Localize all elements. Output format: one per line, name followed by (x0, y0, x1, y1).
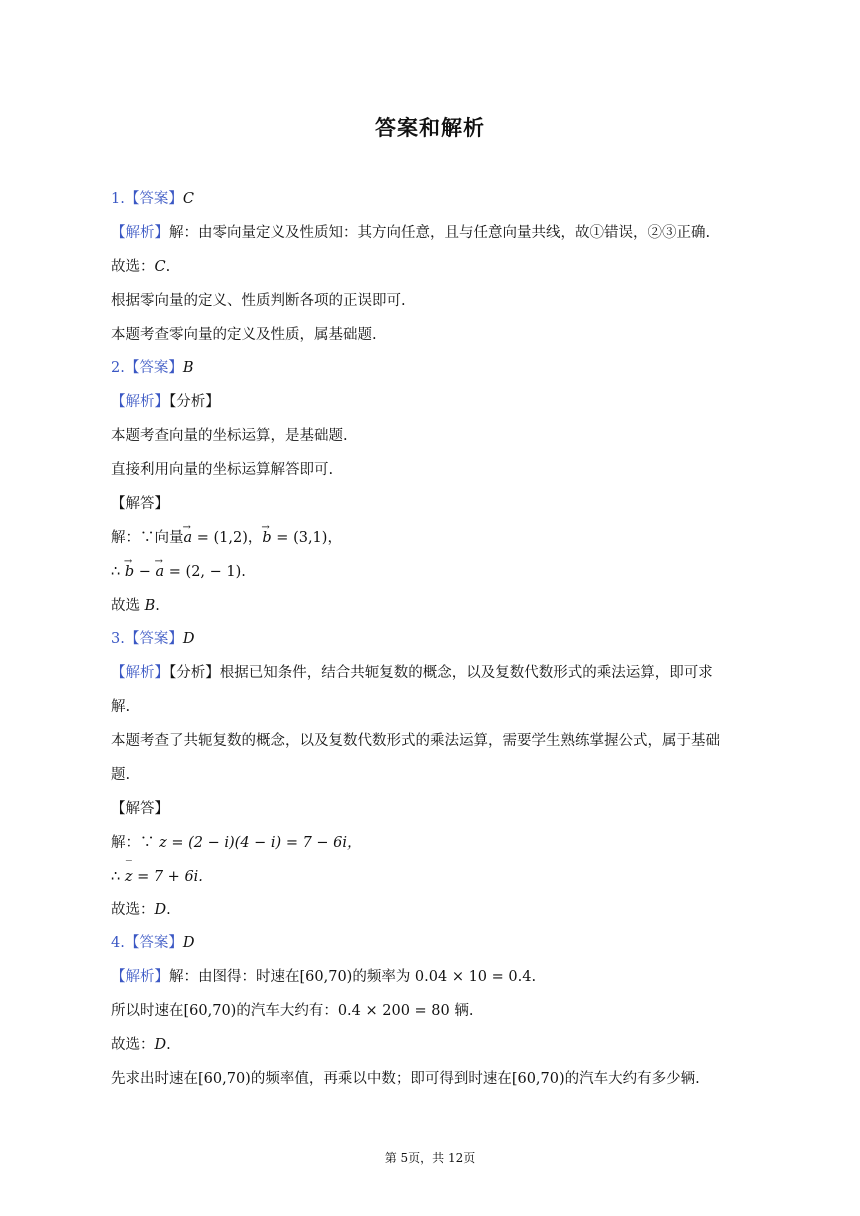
page-title: 答案和解析 (375, 116, 485, 140)
q2-explain-tag: 【解析】 (111, 394, 169, 410)
q3-analysis-cont: 解. (111, 699, 131, 715)
q3-choice-answer: D (154, 902, 167, 918)
q1-choice-answer: C (154, 259, 166, 275)
vector-a: → a (184, 528, 193, 548)
q4-explain-tag: 【解析】 (111, 969, 169, 985)
conjugate-z: ‾ z (125, 867, 133, 887)
vector-b: → b (262, 528, 271, 548)
q3-solution-tag: 【解答】 (111, 801, 169, 817)
minus-sign: − (134, 564, 156, 580)
q1-comment-line: 本题考查零向量的定义及性质，属基础题. (111, 327, 377, 343)
q4-choice-suffix: . (166, 1037, 171, 1053)
q2-choice-line (111, 596, 160, 616)
q1-explain-tag: 【解析】 (111, 225, 169, 241)
vector-b-value: = (3,1)， (271, 530, 342, 546)
q3-analysis-text: 根据已知条件，结合共轭复数的概念，以及复数代数形式的乘法运算，即可求 (219, 665, 713, 681)
q1-choice-prefix: 故选： (111, 259, 155, 275)
therefore-symbol: ∴ (111, 564, 125, 580)
q2-answer-line (111, 358, 194, 378)
q2-choice-answer: B (144, 598, 156, 614)
q2-explain-line (111, 392, 220, 412)
q3-choice-prefix: 故选： (111, 902, 155, 918)
q4-choice-line (111, 1035, 171, 1055)
conjugate-value: = 7 + 6i. (132, 869, 203, 885)
q2-solution-line2 (111, 562, 246, 582)
q3-analysis-tag: 【分析】 (169, 665, 220, 681)
q1-method-line: 根据零向量的定义、性质判断各项的正误即可. (111, 293, 406, 309)
vector-b: → b (125, 562, 134, 582)
q3-solution-line2 (111, 867, 203, 887)
z-expression: z = (2 − i)(4 − i) = 7 − 6i， (159, 835, 362, 851)
q3-comment-cont: 题. (111, 767, 131, 783)
therefore-symbol: ∴ (111, 869, 125, 885)
q2-solution-tag: 【解答】 (111, 496, 169, 512)
q4-explain-text: 解：由图得：时速在[60,70)的频率为 0.04 × 10 = 0.4. (169, 969, 537, 985)
q1-explain-text: 解：由零向量定义及性质知：其方向任意，且与任意向量共线，故①错误，②③正确. (169, 225, 711, 241)
q2-answer: B (182, 360, 194, 376)
q4-count-line: 所以时速在[60,70)的汽车大约有：0.4 × 200 = 80 辆. (111, 1003, 474, 1019)
q3-comment-line: 本题考查了共轭复数的概念，以及复数代数形式的乘法运算，需要学生熟练掌握公式，属于基础 (111, 733, 720, 749)
vector-a-value: = (1,2)， (192, 530, 263, 546)
q3-explain-line (111, 663, 713, 683)
q1-choice-suffix: . (165, 259, 171, 275)
q2-number: 2. (111, 360, 125, 376)
q3-answer-tag: 【答案】 (124, 631, 183, 647)
q4-answer-tag: 【答案】 (124, 935, 183, 951)
q3-answer-line (111, 629, 194, 649)
q3-answer: D (182, 631, 195, 647)
q4-answer-line (111, 933, 194, 953)
page-footer: 第 5页，共 12页 (384, 1151, 476, 1165)
q4-explain-line (111, 967, 536, 987)
q2-analysis-line2: 直接利用向量的坐标运算解答即可. (111, 462, 334, 478)
q3-solution-line1 (111, 833, 362, 853)
q1-number: 1. (111, 191, 125, 207)
q2-analysis-tag: 【分析】 (169, 394, 220, 410)
q1-answer-tag: 【答案】 (124, 191, 183, 207)
q4-choice-answer: D (154, 1037, 167, 1053)
q3-choice-line (111, 900, 171, 920)
q1-answer: C (182, 191, 194, 207)
because-symbol: 解：∵ (111, 835, 160, 851)
q1-explain-line (111, 223, 710, 243)
q2-answer-tag: 【答案】 (124, 360, 183, 376)
q2-solution-line1 (111, 528, 342, 548)
q2-analysis-line1: 本题考查向量的坐标运算，是基础题. (111, 428, 348, 444)
q4-answer: D (182, 935, 195, 951)
q3-number: 3. (111, 631, 125, 647)
q3-explain-tag: 【解析】 (111, 665, 169, 681)
q4-number: 4. (111, 935, 125, 951)
q2-sol1-prefix: 解：∵向量 (111, 530, 184, 546)
q4-method-line: 先求出时速在[60,70)的频率值，再乘以中数；即可得到时速在[60,70)的汽车大约有多少辆. (111, 1071, 700, 1087)
difference-value: = (2, − 1). (164, 564, 246, 580)
q1-choice-line (111, 257, 170, 277)
q4-choice-prefix: 故选： (111, 1037, 155, 1053)
vector-a: → a (156, 562, 165, 582)
q3-choice-suffix: . (166, 902, 171, 918)
q2-choice-suffix: . (155, 598, 160, 614)
q2-choice-prefix: 故选 (111, 598, 145, 614)
q1-answer-line (111, 189, 194, 209)
